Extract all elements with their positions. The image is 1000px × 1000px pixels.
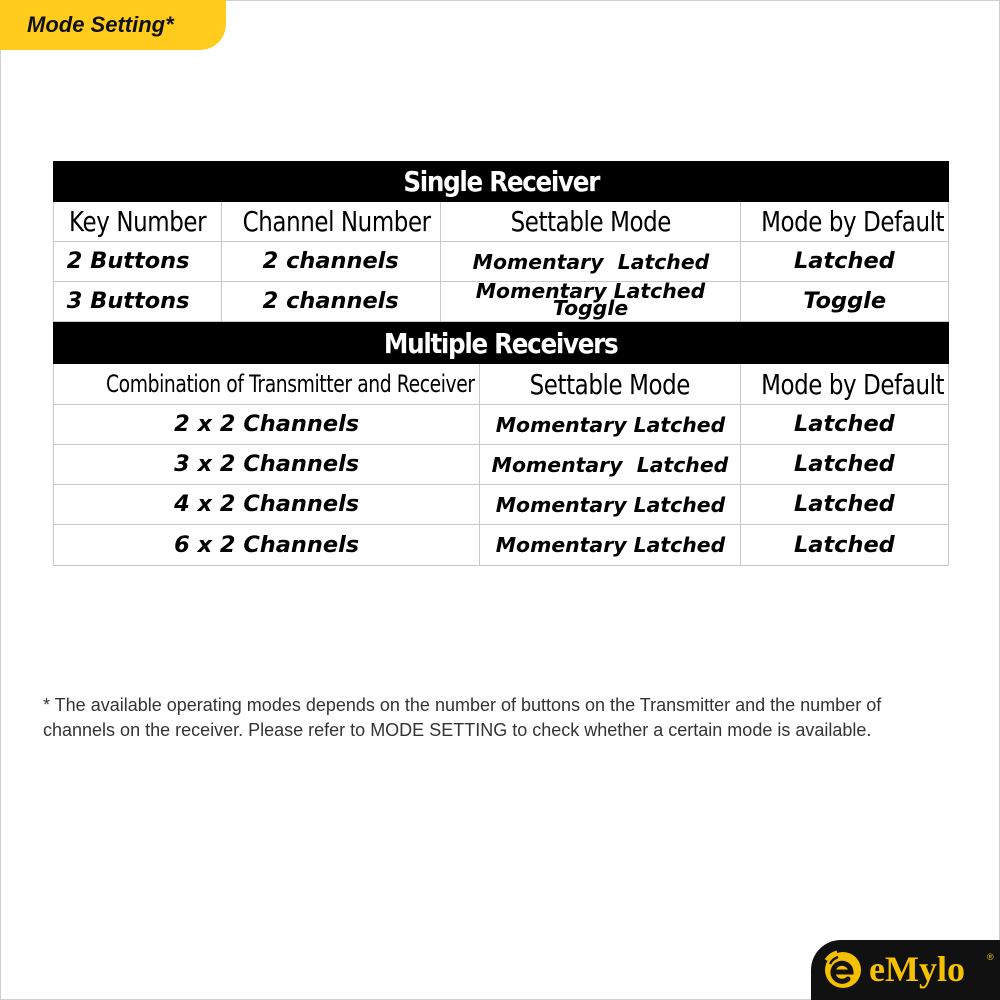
settable-mode-line-1: Momentary Latched	[475, 281, 706, 303]
emylo-e-wave-icon	[823, 950, 863, 990]
header-key-number: Key Number	[69, 205, 207, 238]
header-settable-mode: Settable Mode	[510, 205, 671, 238]
header-mode-by-default: Mode by Default	[761, 205, 945, 238]
table-row	[54, 445, 949, 485]
multiple-receivers-title: Multiple Receivers	[384, 326, 618, 360]
settable-mode-cell: Momentary Latched	[491, 452, 729, 477]
key-number-cell: 3 Buttons	[66, 289, 190, 314]
combination-cell: 6 x 2 Channels	[174, 532, 359, 558]
mode-by-default-cell: Latched	[794, 249, 895, 274]
table-row	[54, 405, 949, 445]
mode-by-default-cell: Latched	[794, 532, 895, 558]
settable-mode-line-2: Toggle	[552, 296, 629, 320]
page-title: Mode Setting*	[27, 12, 174, 37]
table-row	[54, 525, 949, 566]
footnote: * The available operating modes depends on the number of buttons on the Transmitter and the number of channels on the receiver. Please refer to MODE SETTING to check whether a certain mode is available.	[43, 695, 882, 740]
mode-by-default-cell: Latched	[794, 452, 895, 477]
combination-cell: 4 x 2 Channels	[174, 492, 359, 517]
single-receiver-band	[54, 162, 949, 202]
emylo-logo	[811, 940, 1000, 1000]
channel-number-cell: 2 channels	[262, 249, 400, 274]
mode-setting-tab	[0, 0, 226, 50]
table-row	[54, 242, 949, 282]
mode-by-default-cell: Latched	[794, 412, 895, 437]
table-row	[54, 282, 949, 322]
mode-by-default-cell: Latched	[794, 492, 895, 517]
single-receiver-table	[53, 161, 949, 322]
settable-mode-cell: Momentary Latched	[495, 492, 725, 517]
settable-mode-cell: Momentary Latched	[495, 533, 725, 557]
settable-mode-cell	[475, 281, 706, 320]
settable-mode-cell: Momentary Latched	[495, 412, 725, 437]
single-receiver-title: Single Receiver	[403, 165, 599, 198]
single-header-row	[54, 202, 949, 242]
header-mode-by-default: Mode by Default	[761, 367, 945, 401]
key-number-cell: 2 Buttons	[66, 249, 190, 274]
combination-cell: 2 x 2 Channels	[174, 412, 359, 437]
channel-number-cell: 2 channels	[262, 289, 400, 314]
combination-cell: 3 x 2 Channels	[174, 452, 359, 477]
header-combination: Combination of Transmitter and Receiver	[105, 370, 475, 398]
multiple-receivers-table	[53, 322, 949, 566]
multiple-header-row	[54, 364, 949, 405]
table-row	[54, 485, 949, 525]
header-settable-mode: Settable Mode	[529, 367, 691, 401]
mode-by-default-cell: Toggle	[803, 289, 886, 314]
registered-mark: ®	[987, 952, 994, 962]
header-channel-number: Channel Number	[242, 205, 431, 238]
settable-mode-cell: Momentary Latched	[472, 249, 709, 274]
multiple-receivers-band	[54, 323, 949, 364]
logo-text: eMylo	[869, 949, 965, 989]
